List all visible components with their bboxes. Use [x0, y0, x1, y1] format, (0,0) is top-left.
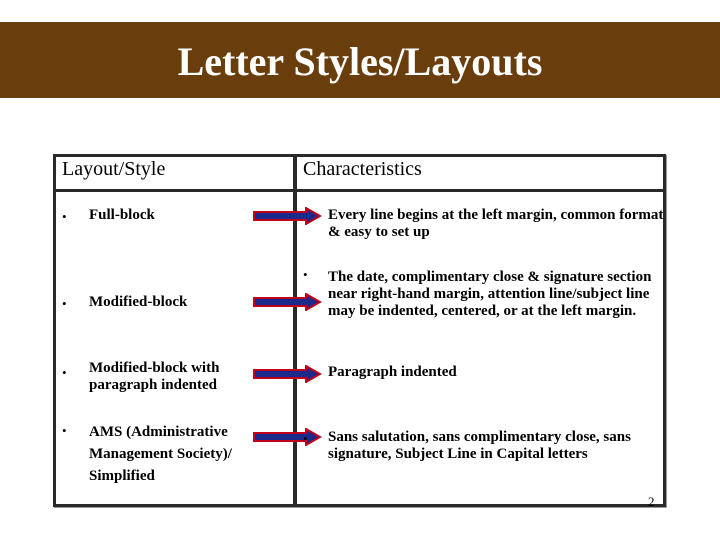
bullet-icon: • — [62, 209, 67, 224]
style-label-modified-block: Modified-block — [89, 294, 188, 310]
characteristic-ams-simplified: Sans salutation, sans complimentary close, sans signature, Subject Line in Capital letters — [328, 429, 631, 462]
style-label-full-block: Full-block — [89, 207, 155, 223]
bullet-icon: • — [62, 423, 67, 438]
arrow-icon — [252, 365, 322, 383]
page-number: 2 — [648, 494, 655, 509]
left-header-divider — [53, 189, 296, 192]
arrow-icon — [252, 293, 322, 311]
bullet-icon: • — [303, 431, 308, 446]
characteristic-full-block: Every line begins at the left margin, common format & easy to set up — [328, 207, 664, 240]
slide-title: Letter Styles/Layouts — [177, 39, 543, 84]
characteristic-modified-block-indented: Paragraph indented — [328, 364, 457, 380]
bullet-icon: • — [62, 365, 67, 380]
title-bar — [0, 22, 720, 98]
style-label-ams-simplified: AMS (Administrative Management Society)/ Simplified — [89, 424, 232, 484]
bullet-icon: • — [62, 296, 67, 311]
layout-style-header: Layout/Style — [62, 158, 166, 180]
right-header-divider — [294, 189, 666, 192]
arrow-icon — [252, 428, 322, 446]
arrow-icon — [252, 207, 322, 225]
characteristics-header: Characteristics — [303, 158, 422, 180]
style-label-modified-block-indented: Modified-block with paragraph indented — [89, 360, 220, 393]
bullet-icon: • — [303, 267, 308, 282]
characteristic-modified-block: The date, complimentary close & signature section near right-hand margin, attention line/subject line may be indented, centered, or at the left margin. — [328, 269, 652, 319]
